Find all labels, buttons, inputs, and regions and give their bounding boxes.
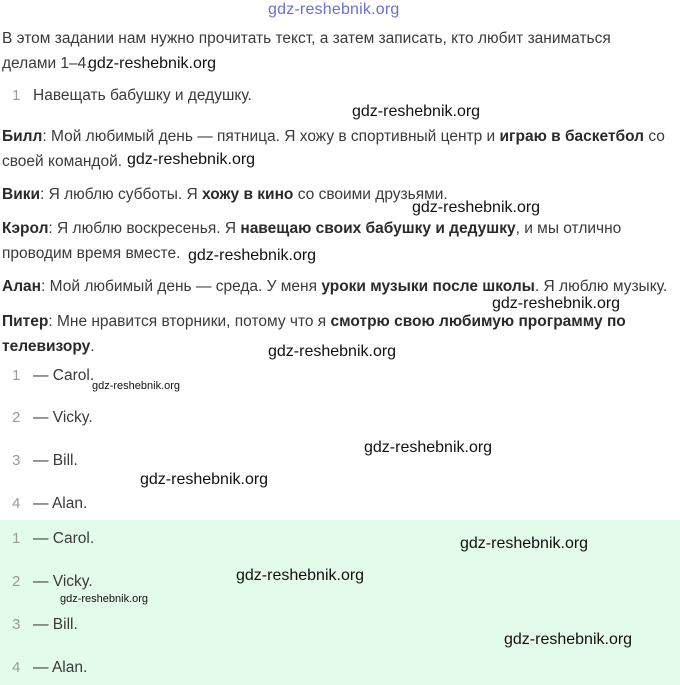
peter-text-2: . bbox=[90, 338, 95, 355]
carol-text-1: : Я люблю воскресенья. Я bbox=[48, 220, 241, 237]
answer-text-3: — Bill. bbox=[33, 452, 78, 469]
watermark: gdz-reshebnik.org bbox=[140, 471, 269, 488]
watermark: gdz-reshebnik.org bbox=[60, 593, 149, 605]
watermark: gdz-reshebnik.org bbox=[364, 439, 493, 456]
hl-answer-text-2: — Vicky. bbox=[33, 573, 93, 590]
watermark: gdz-reshebnik.org bbox=[236, 567, 365, 584]
vicky-text-2: со своими друзьями. bbox=[293, 186, 448, 203]
alan-bold-1: уроки музыки после школы bbox=[321, 278, 535, 295]
hl-answer-text-3: — Bill. bbox=[33, 616, 78, 633]
watermark: gdz-reshebnik.org bbox=[88, 55, 217, 72]
vicky-bold-1: хожу в кино bbox=[202, 186, 294, 203]
alan-text-2: . Я люблю музыку. bbox=[534, 278, 668, 295]
bill-text-2: со bbox=[644, 128, 665, 145]
watermark: gdz-reshebnik.org bbox=[127, 151, 256, 168]
hl-answer-text-1: — Carol. bbox=[33, 530, 95, 547]
paragraph-peter-line-2 bbox=[2, 335, 95, 358]
hl-answer-number-4: 4 bbox=[12, 659, 21, 676]
name-vicky: Вики bbox=[2, 186, 41, 203]
answer-number-2: 2 bbox=[12, 409, 21, 426]
vicky-text-1: : Я люблю субботы. Я bbox=[40, 186, 203, 203]
paragraph-bill-line-2: своей командой. bbox=[2, 153, 123, 170]
alan-text-1: : Мой любимый день — среда. У меня bbox=[41, 278, 322, 295]
peter-bold-2: телевизору bbox=[2, 338, 91, 355]
name-alan: Алан bbox=[2, 278, 42, 295]
paragraph-carol bbox=[2, 217, 621, 240]
peter-bold-1: смотрю свою любимую программу по bbox=[330, 313, 626, 330]
hl-answer-text-4: — Alan. bbox=[33, 659, 88, 676]
name-bill: Билл bbox=[2, 128, 43, 145]
paragraph-bill bbox=[2, 125, 665, 148]
bill-text-1: : Мой любимый день — пятница. Я хожу в спортивный центр и bbox=[42, 128, 500, 145]
carol-text-2: , и мы отлично bbox=[515, 220, 622, 237]
watermark: gdz-reshebnik.org bbox=[352, 103, 481, 120]
paragraph-peter bbox=[2, 310, 626, 333]
bill-bold-1: играю в баскетбол bbox=[499, 128, 645, 145]
example-text: Навещать бабушку и дедушку. bbox=[33, 87, 252, 104]
hl-answer-number-1: 1 bbox=[12, 530, 21, 547]
paragraph-carol-line-2: проводим время вместе. bbox=[2, 245, 181, 262]
watermark: gdz-reshebnik.org bbox=[492, 295, 621, 312]
intro-line-2: делами 1–4. bbox=[2, 55, 91, 72]
name-peter: Питер bbox=[2, 313, 49, 330]
name-carol: Кэрол bbox=[2, 220, 49, 237]
hl-answer-number-2: 2 bbox=[12, 573, 21, 590]
site-title[interactable]: gdz-reshebnik.org bbox=[268, 1, 400, 18]
answer-number-4: 4 bbox=[12, 495, 21, 512]
paragraph-vicky bbox=[2, 183, 448, 206]
watermark: gdz-reshebnik.org bbox=[412, 199, 541, 216]
watermark: gdz-reshebnik.org bbox=[504, 631, 633, 648]
answer-text-2: — Vicky. bbox=[33, 409, 93, 426]
watermark: gdz-reshebnik.org bbox=[460, 535, 589, 552]
answer-text-1: — Carol. bbox=[33, 367, 95, 384]
watermark: gdz-reshebnik.org bbox=[92, 380, 181, 392]
answer-number-1: 1 bbox=[12, 367, 21, 384]
answer-number-3: 3 bbox=[12, 452, 21, 469]
intro-line-1: В этом задании нам нужно прочитать текст, а затем записать, кто любит заниматься bbox=[2, 30, 611, 47]
answer-text-4: — Alan. bbox=[33, 495, 88, 512]
example-number: 1 bbox=[12, 87, 21, 104]
peter-text-1: : Мне нравится вторники, потому что я bbox=[48, 313, 331, 330]
hl-answer-number-3: 3 bbox=[12, 616, 21, 633]
carol-bold-1: навещаю своих бабушку и дедушку bbox=[240, 220, 516, 237]
watermark: gdz-reshebnik.org bbox=[188, 247, 317, 264]
watermark: gdz-reshebnik.org bbox=[268, 343, 397, 360]
